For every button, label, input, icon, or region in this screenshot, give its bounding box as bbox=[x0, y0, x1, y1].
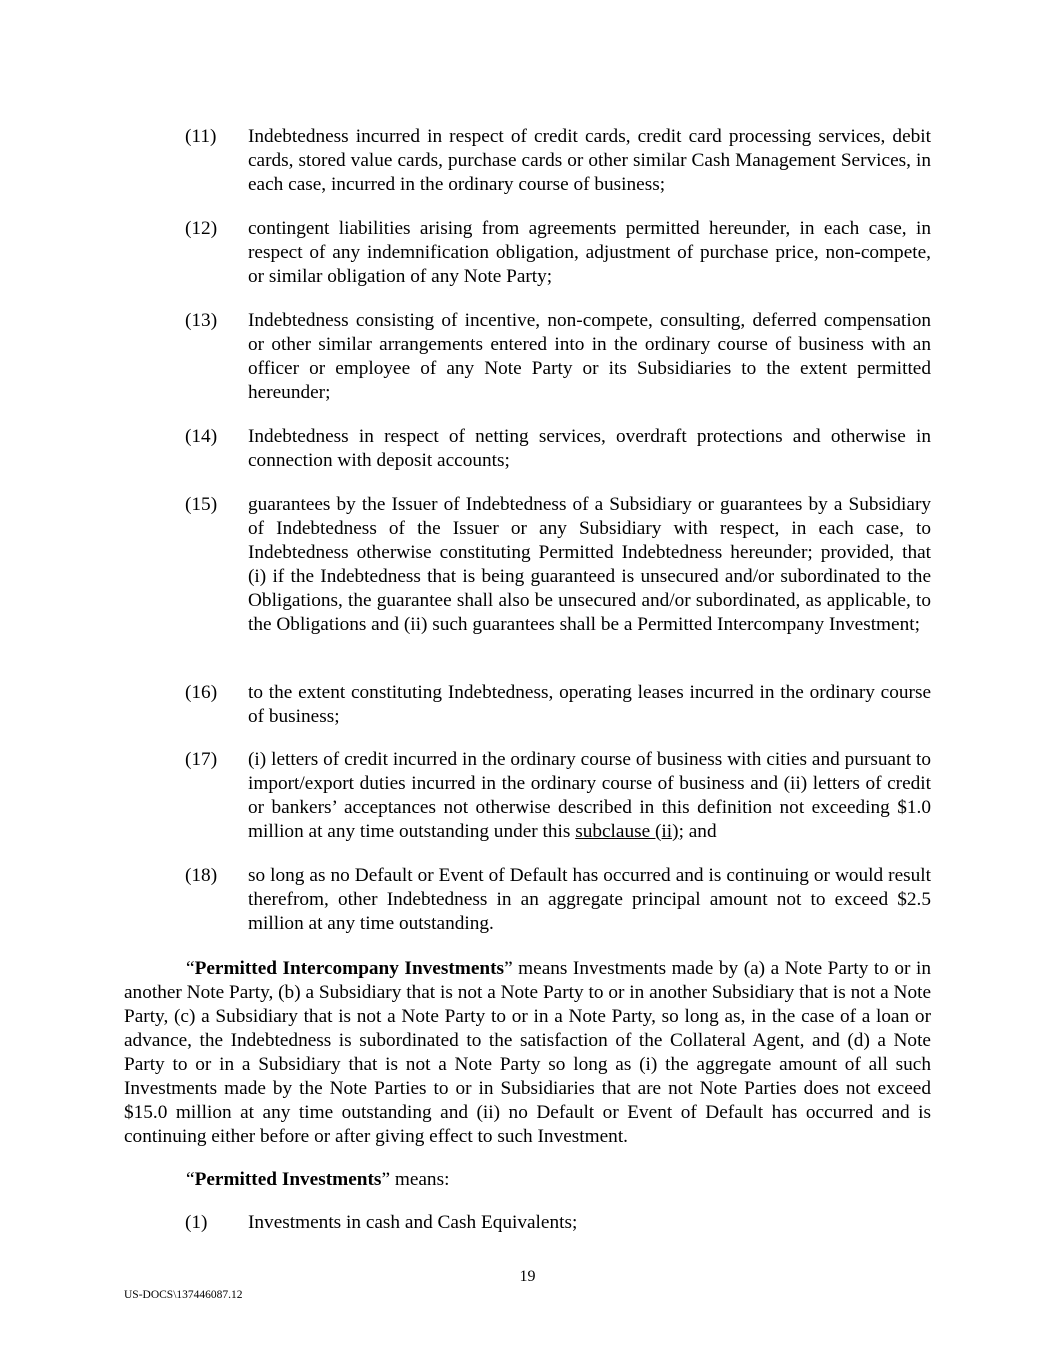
clause-text: Indebtedness in respect of netting services, overdraft protections and otherwise in connection with deposit accounts; bbox=[248, 426, 931, 471]
clause-item-12 bbox=[185, 217, 931, 289]
clause-number: (16) bbox=[185, 682, 218, 703]
clause-text bbox=[248, 748, 931, 844]
defined-term: Permitted Intercompany Investments bbox=[194, 958, 505, 979]
clause-item-15 bbox=[185, 493, 931, 637]
clause-text: to the extent constituting Indebtedness, operating leases incurred in the ordinary course of business; bbox=[248, 682, 931, 727]
clause-item-17 bbox=[185, 748, 931, 844]
clause-text-tail: ; and bbox=[678, 821, 717, 842]
clause-text-lead: (i) letters of credit incurred in the ordinary course of business with cities and pursuant to import/export duties incurred in the ordinary course of business and (ii) letters of credit or bankers’ acceptances not otherwise described in this definition not exceeding $1.0 million at any time outstanding under this bbox=[248, 749, 931, 842]
open-quote: “ bbox=[186, 958, 195, 979]
clause-text: Indebtedness consisting of incentive, non-compete, consulting, deferred compensation or other similar arrangements entered into in the ordinary course of business with an officer or employee of any Note Party or its Subsidiaries to the extent permitted hereunder; bbox=[248, 310, 931, 403]
subclause-reference: subclause (ii) bbox=[575, 821, 679, 842]
clause-number: (18) bbox=[185, 865, 218, 886]
clause-text: so long as no Default or Event of Default has occurred and is continuing or would result therefrom, other Indebtedness in an aggregate principal amount not to exceed $2.5 million at any time outstanding. bbox=[248, 865, 931, 934]
clause-number: (14) bbox=[185, 426, 218, 447]
clause-text: contingent liabilities arising from agreements permitted hereunder, in each case, in respect of any indemnification obligation, adjustment of purchase price, non-compete, or similar obligation of any Note Party; bbox=[248, 218, 931, 287]
open-quote: “ bbox=[186, 1169, 195, 1190]
clause-number: (15) bbox=[185, 494, 218, 515]
investment-item-1 bbox=[185, 1211, 931, 1235]
clause-number: (12) bbox=[185, 218, 218, 239]
clause-item-11 bbox=[185, 125, 931, 197]
clause-item-18 bbox=[185, 864, 931, 936]
defined-term: Permitted Investments bbox=[194, 1169, 382, 1190]
clause-item-13 bbox=[185, 309, 931, 405]
definition-text: means: bbox=[390, 1169, 450, 1190]
clause-number: (1) bbox=[185, 1212, 208, 1233]
clause-text: Investments in cash and Cash Equivalents; bbox=[248, 1212, 578, 1233]
clause-text: guarantees by the Issuer of Indebtedness of a Subsidiary or guarantees by a Subsidiary of Indebtedness of the Issuer or any Subsidiary with respect, in each case, to Indebtedness otherwise constituting Permitted Indebtedness hereunder; provided, that (i) if the Indebtedness that is being guaranteed is unsecured and/or subordinated to the Obligations, the guarantee shall also be unsecured and/or subordinated, as applicable, to the Obligations and (ii) such guarantees shall be a Permitted Intercompany Investment; bbox=[248, 494, 931, 635]
clause-text: Indebtedness incurred in respect of credit cards, credit card processing services, debit cards, stored value cards, purchase cards or other similar Cash Management Services, in each case, incurred in the ordinary course of business; bbox=[248, 126, 931, 195]
clause-item-14 bbox=[185, 425, 931, 473]
clause-number: (13) bbox=[185, 310, 218, 331]
document-id: US-DOCS\137446087.12 bbox=[124, 1289, 243, 1301]
close-quote: ” bbox=[381, 1169, 390, 1190]
definition-permitted-investments bbox=[186, 1168, 931, 1192]
close-quote: ” bbox=[504, 958, 513, 979]
page-number: 19 bbox=[519, 1268, 536, 1285]
definition-text: means Investments made by (a) a Note Party to or in another Note Party, (b) a Subsidiary that is not a Note Party to or in another Subsidiary that is not a Note Party, (c) a Subsidiary that is not a Note Party to or in a Note Party, so long as, in the case of a loan or advance, the Indebtedness is subordinated to the satisfaction of the Collateral Agent, and (d) a Note Party to or in a Subsidiary that is not a Note Party so long as (i) the aggregate amount of all such Investments made by the Note Parties to or in Subsidiaries that are not Note Parties does not exceed $15.0 million at any time outstanding and (ii) no Default or Event of Default has occurred and is continuing either before or after giving effect to such Investment. bbox=[124, 958, 931, 1147]
definition-permitted-intercompany-investments bbox=[124, 957, 931, 1149]
clause-number: (17) bbox=[185, 749, 218, 770]
clause-number: (11) bbox=[185, 126, 217, 147]
clause-item-16 bbox=[185, 681, 931, 729]
